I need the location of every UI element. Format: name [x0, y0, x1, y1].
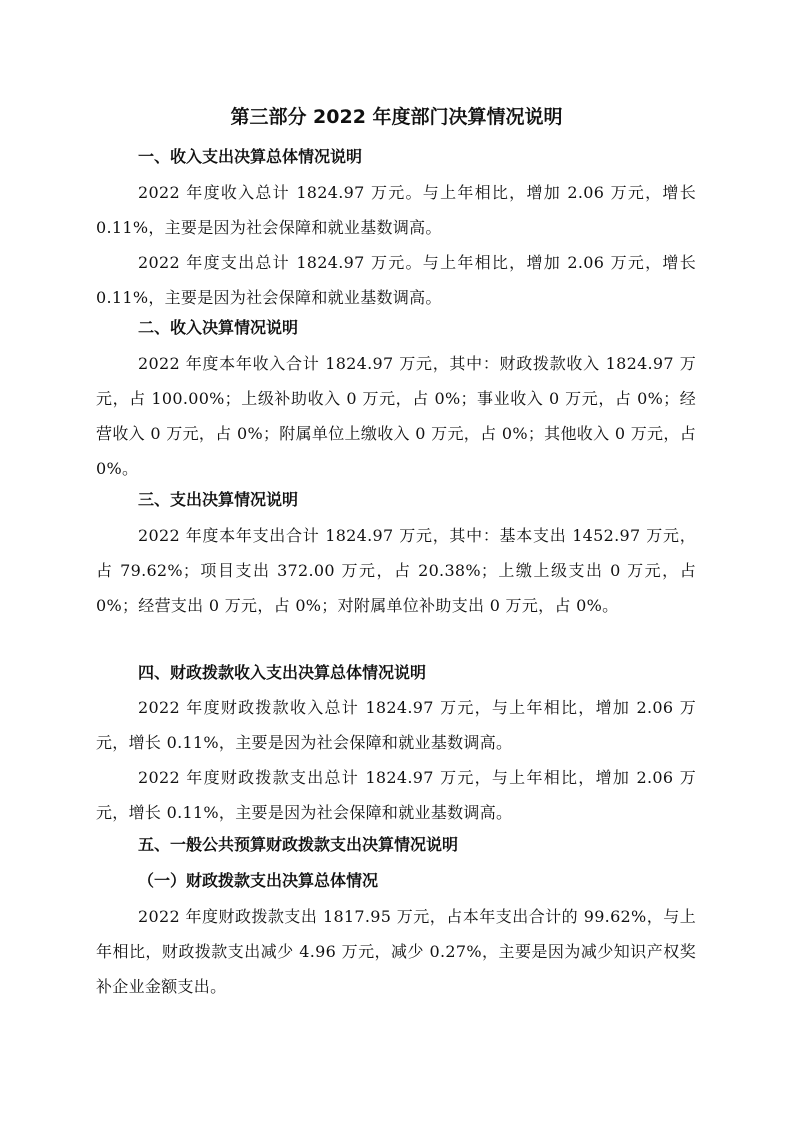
section-5-paragraph-1: 2022 年度财政拨款支出 1817.95 万元，占本年支出合计的 99.62%，与上年相比，财政拨款支出减少 4.96 万元，减少 0.27%，主要是因为减少知识产权奖补企业金额支出。: [96, 907, 696, 996]
page-title: 第三部分 2022 年度部门决算情况说明: [230, 106, 563, 128]
section-heading-2: 二、收入决算情况说明: [138, 318, 299, 337]
section-1-paragraph-1: 2022 年度收入总计 1824.97 万元。与上年相比，增加 2.06 万元，增长 0.11%，主要是因为社会保障和就业基数调高。: [96, 183, 696, 237]
section-heading-5: 五、一般公共预算财政拨款支出决算情况说明: [138, 835, 459, 854]
subsection-heading-5-1: （一）财政拨款支出决算总体情况: [138, 871, 379, 890]
section-heading-1: 一、收入支出决算总体情况说明: [138, 147, 363, 166]
section-4-paragraph-2: 2022 年度财政拨款支出总计 1824.97 万元，与上年相比，增加 2.06 万元，增长 0.11%，主要是因为社会保障和就业基数调高。: [96, 768, 696, 822]
section-heading-3: 三、支出决算情况说明: [138, 490, 299, 509]
section-3-paragraph-1: 2022 年度本年支出合计 1824.97 万元，其中：基本支出 1452.97 万元，占 79.62%；项目支出 372.00 万元，占 20.38%；上缴上级支出 0 万元，占 0%；经营支出 0 万元，占 0%；对附属单位补助支出 0 万元，占 0%。: [96, 526, 696, 615]
section-1-paragraph-2: 2022 年度支出总计 1824.97 万元。与上年相比，增加 2.06 万元，增长 0.11%，主要是因为社会保障和就业基数调高。: [96, 253, 696, 307]
section-heading-4: 四、财政拨款收入支出决算总体情况说明: [138, 663, 427, 682]
section-4-paragraph-1: 2022 年度财政拨款收入总计 1824.97 万元，与上年相比，增加 2.06 万元，增长 0.11%，主要是因为社会保障和就业基数调高。: [96, 698, 696, 752]
section-2-paragraph-1: 2022 年度本年收入合计 1824.97 万元，其中：财政拨款收入 1824.97 万元，占 100.00%；上级补助收入 0 万元，占 0%；事业收入 0 万元，占 0%；经营收入 0 万元，占 0%；附属单位上缴收入 0 万元，占 0%；其他收入 0 万元，占 0%。: [96, 354, 696, 478]
